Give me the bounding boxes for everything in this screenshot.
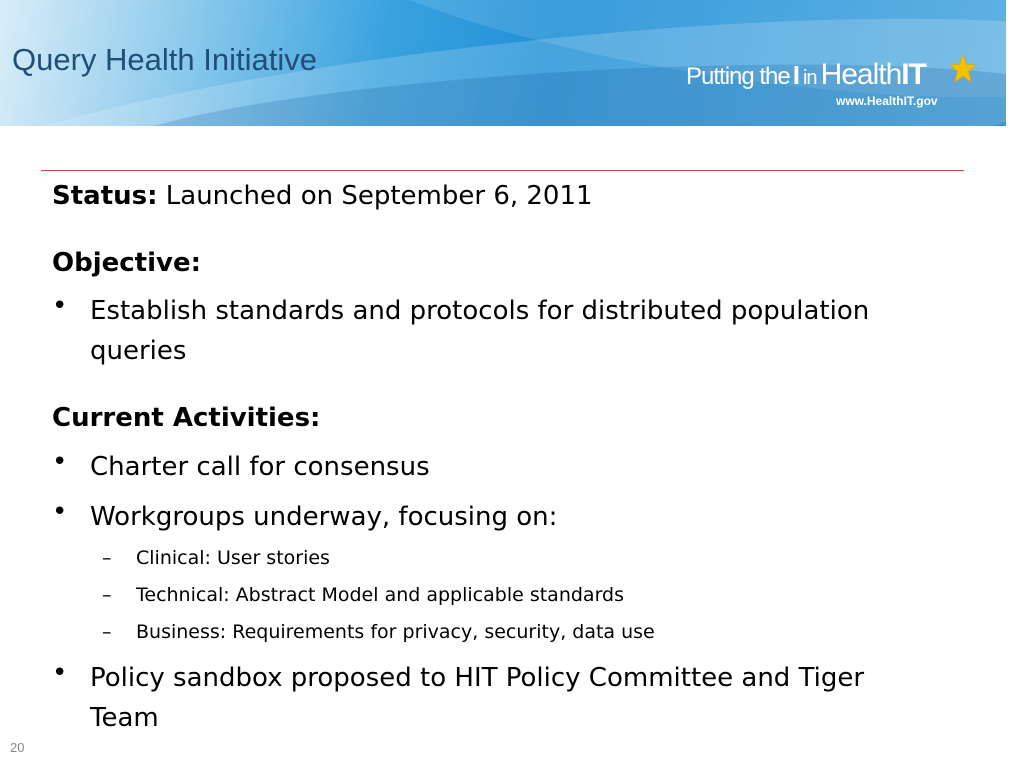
activities-heading: Current Activities:: [52, 403, 321, 433]
status-label: Status:: [52, 181, 158, 211]
healthit-logo: [686, 54, 986, 114]
sub-item: Technical: Abstract Model and applicable standards: [136, 584, 625, 606]
title-divider: [41, 170, 964, 171]
activity-item-line2: Team: [90, 703, 159, 733]
activity-item-line1: Policy sandbox proposed to HIT Policy Committee and Tiger: [90, 663, 865, 693]
bullet-icon: •: [52, 447, 68, 477]
logo-part: in: [802, 67, 817, 89]
dash-icon: –: [102, 547, 112, 569]
sub-item: Clinical: User stories: [136, 547, 330, 569]
logo-part: Health: [820, 58, 902, 91]
status-value: Launched on September 6, 2011: [165, 181, 593, 211]
dash-icon: –: [102, 621, 112, 643]
star-icon: [950, 54, 976, 84]
logo-part: IT: [901, 58, 926, 91]
objective-heading: Objective:: [52, 248, 201, 278]
bullet-icon: •: [52, 291, 68, 321]
dash-icon: –: [102, 584, 112, 606]
logo-url: www.HealthIT.gov: [836, 94, 938, 108]
logo-part: I: [792, 60, 800, 90]
activity-item: Charter call for consensus: [90, 452, 430, 482]
objective-item-line1: Establish standards and protocols for distributed population: [90, 296, 870, 326]
objective-item-line2: queries: [90, 336, 187, 366]
logo-part: Putting the: [686, 63, 790, 90]
bullet-icon: •: [52, 658, 68, 688]
sub-item: Business: Requirements for privacy, security, data use: [136, 621, 655, 643]
bullet-icon: •: [52, 497, 68, 527]
activity-item: Workgroups underway, focusing on:: [90, 502, 558, 532]
slide-number: 20: [10, 740, 25, 755]
status-line: [52, 181, 593, 211]
page-title: Query Health Initiative: [12, 42, 317, 77]
logo-text: [686, 58, 926, 92]
